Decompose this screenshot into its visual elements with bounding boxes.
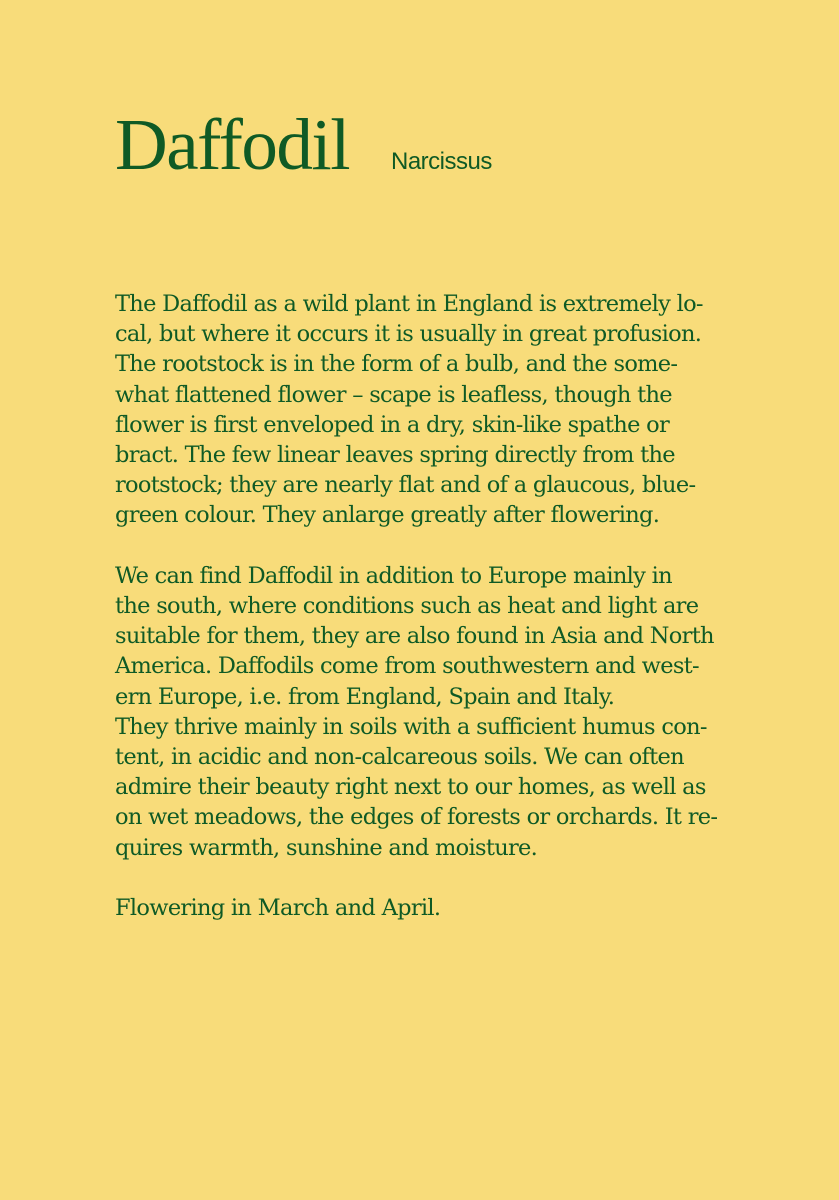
paragraph-description <box>115 289 775 531</box>
body-text <box>115 289 775 923</box>
text-line: rootstock; they are nearly flat and of a glaucous, blue- <box>115 472 696 499</box>
page-header <box>115 104 492 185</box>
text-line: the south, where conditions such as heat and light are <box>115 593 699 620</box>
text-line: bract. The few linear leaves spring directly from the <box>115 442 675 469</box>
paragraph-gap <box>115 531 775 561</box>
text-line: cal, but where it occurs it is usually in great profusion. <box>115 321 702 348</box>
paragraph-gap <box>115 863 775 893</box>
text-line: The rootstock is in the form of a bulb, and the some- <box>115 351 678 378</box>
text-line: America. Daffodils come from southwestern and west- <box>115 653 699 680</box>
text-line: suitable for them, they are also found in Asia and North <box>115 623 714 650</box>
text-line: The Daffodil as a wild plant in England is extremely lo- <box>115 291 703 317</box>
paragraph-habitat <box>115 561 775 863</box>
text-line: ern Europe, i.e. from England, Spain and Italy. <box>115 683 615 710</box>
paragraph-flowering <box>115 893 775 923</box>
text-line: Flowering in March and April. <box>115 895 441 922</box>
text-line: quires warmth, sunshine and moisture. <box>115 834 538 861</box>
text-line: what flattened flower – scape is leafless, though the <box>115 381 672 408</box>
text-line: They thrive mainly in soils with a sufficient humus con- <box>115 713 707 740</box>
text-line: flower is first enveloped in a dry, skin-like spathe or <box>115 411 670 438</box>
page-subtitle: Narcissus <box>390 148 492 175</box>
text-line: tent, in acidic and non-calcareous soils. We can often <box>115 744 684 771</box>
text-line: We can find Daffodil in addition to Europe mainly in <box>115 562 672 589</box>
text-line: green colour. They anlarge greatly after flowering. <box>115 502 660 529</box>
page-title: Daffodil <box>115 104 349 185</box>
text-line: admire their beauty right next to our homes, as well as <box>115 774 706 801</box>
text-line: on wet meadows, the edges of forests or orchards. It re- <box>115 804 718 831</box>
